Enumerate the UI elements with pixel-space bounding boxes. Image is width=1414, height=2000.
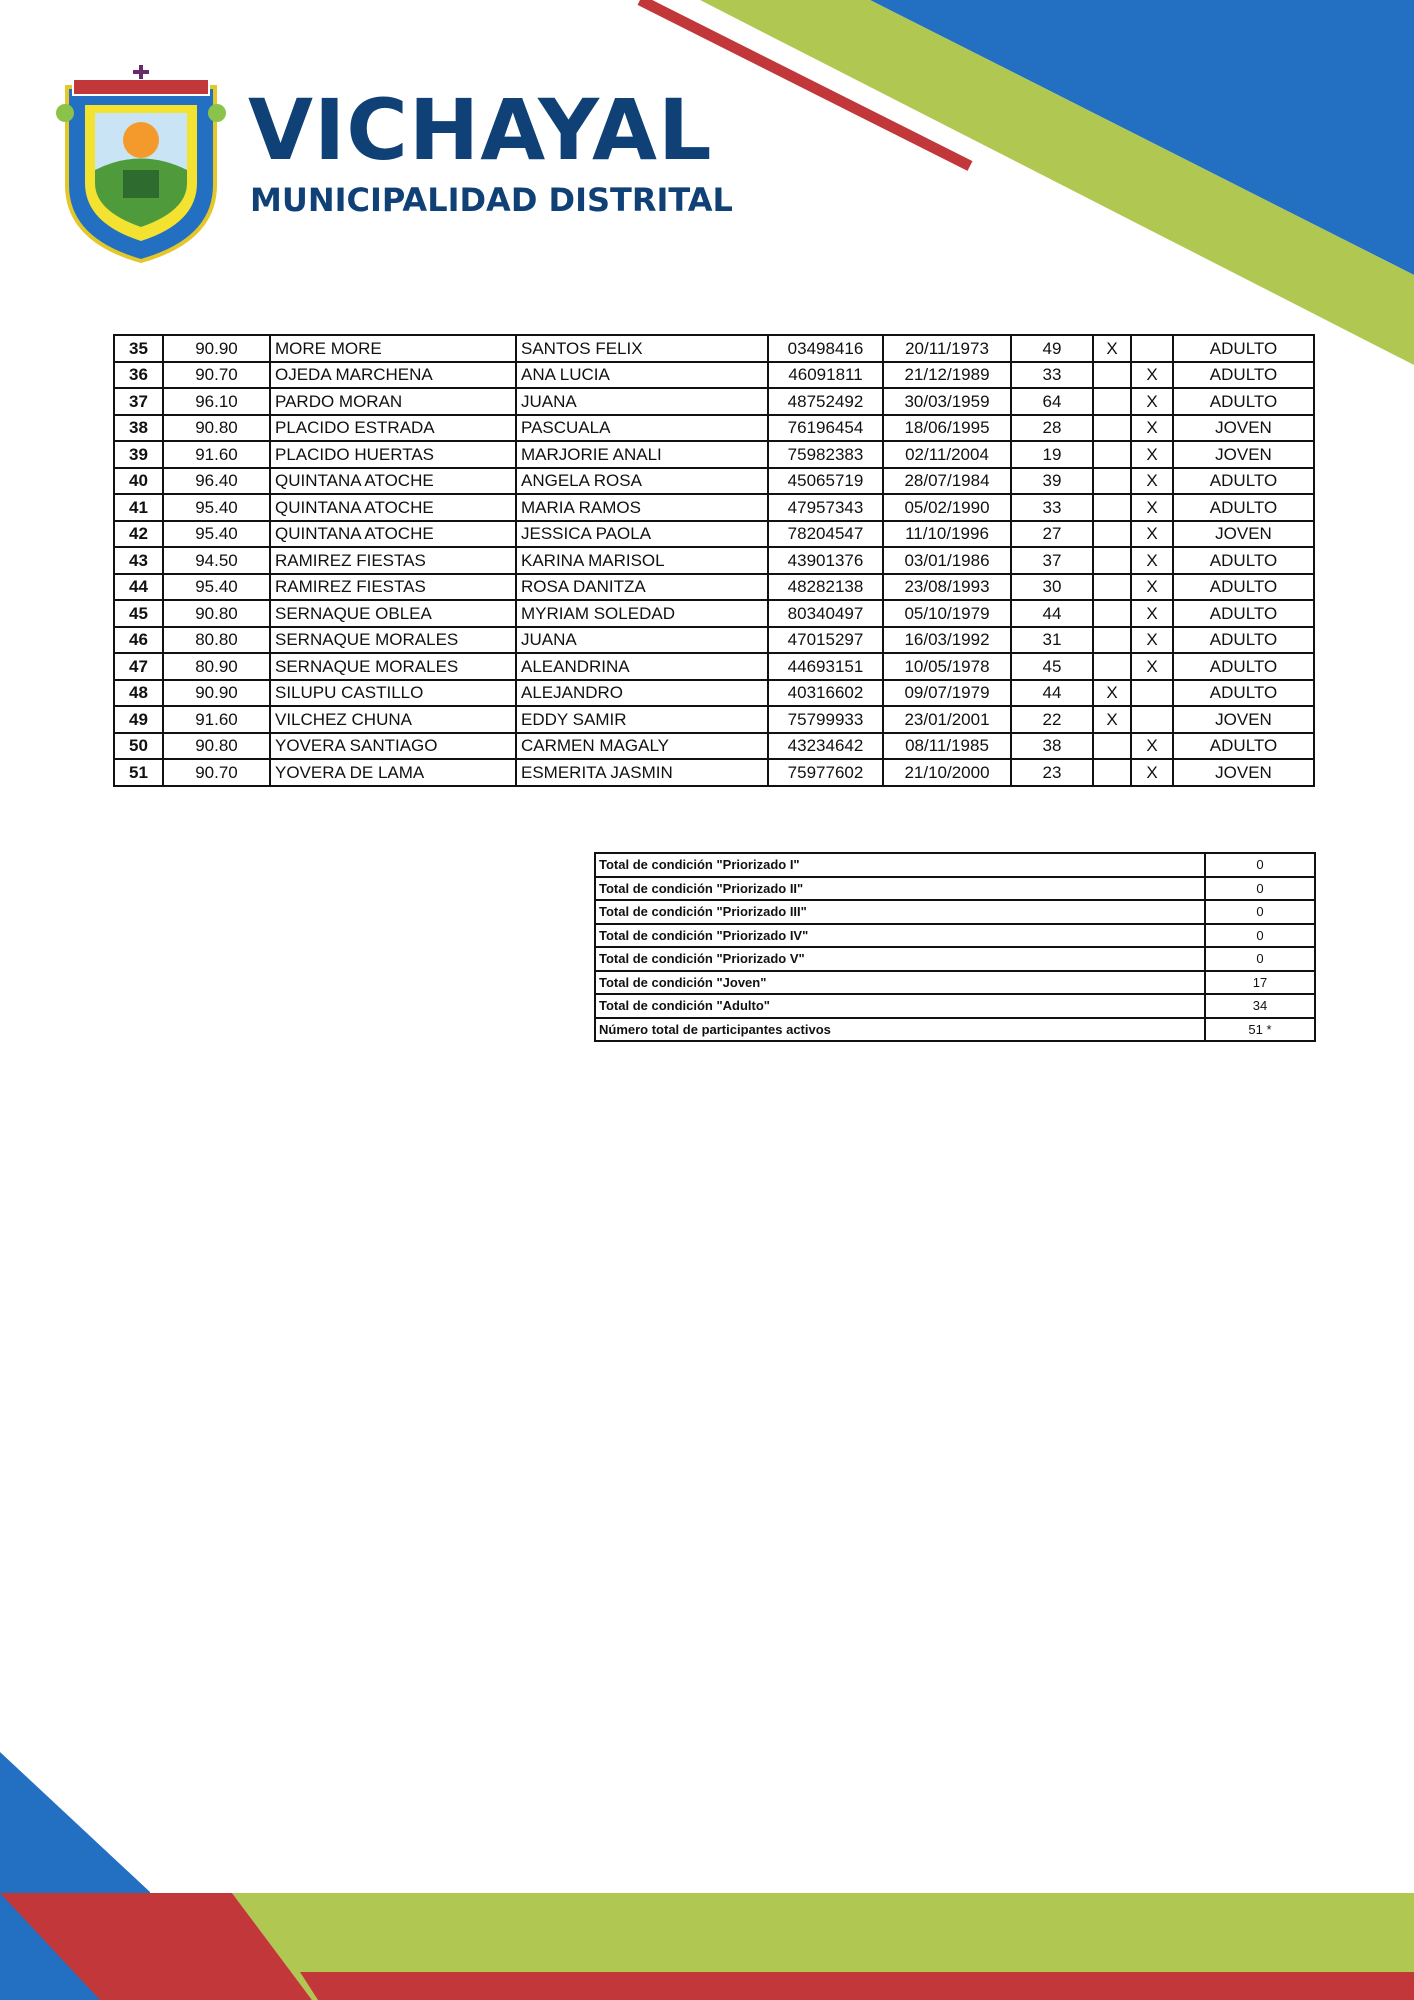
row-male-mark — [1093, 468, 1131, 495]
row-male-mark — [1093, 574, 1131, 601]
row-condition: ADULTO — [1173, 653, 1314, 680]
row-age: 22 — [1011, 706, 1093, 733]
row-condition: ADULTO — [1173, 388, 1314, 415]
table-row — [114, 547, 1314, 574]
row-male-mark — [1093, 600, 1131, 627]
row-score: 94.50 — [163, 547, 270, 574]
row-score: 90.90 — [163, 680, 270, 707]
summary-label: Total de condición "Joven" — [595, 971, 1205, 995]
row-surname: SERNAQUE OBLEA — [270, 600, 516, 627]
row-female-mark: X — [1131, 653, 1173, 680]
row-dni: 75977602 — [768, 759, 883, 786]
row-condition: ADULTO — [1173, 680, 1314, 707]
row-birthdate: 05/02/1990 — [883, 494, 1011, 521]
row-age: 27 — [1011, 521, 1093, 548]
row-names: KARINA MARISOL — [516, 547, 768, 574]
summary-label: Total de condición "Adulto" — [595, 994, 1205, 1018]
row-female-mark: X — [1131, 759, 1173, 786]
row-surname: PLACIDO ESTRADA — [270, 415, 516, 442]
row-number: 47 — [114, 653, 163, 680]
summary-value: 0 — [1205, 924, 1315, 948]
summary-row — [595, 1018, 1315, 1042]
row-age: 44 — [1011, 600, 1093, 627]
table-row — [114, 627, 1314, 654]
row-score: 96.10 — [163, 388, 270, 415]
row-female-mark: X — [1131, 574, 1173, 601]
row-female-mark: X — [1131, 468, 1173, 495]
summary-value: 0 — [1205, 900, 1315, 924]
table-row — [114, 335, 1314, 362]
row-dni: 47957343 — [768, 494, 883, 521]
row-birthdate: 23/01/2001 — [883, 706, 1011, 733]
row-condition: ADULTO — [1173, 335, 1314, 362]
row-dni: 48752492 — [768, 388, 883, 415]
row-score: 90.70 — [163, 362, 270, 389]
row-dni: 46091811 — [768, 362, 883, 389]
table-row — [114, 388, 1314, 415]
row-female-mark: X — [1131, 441, 1173, 468]
row-names: ANGELA ROSA — [516, 468, 768, 495]
row-surname: PLACIDO HUERTAS — [270, 441, 516, 468]
row-male-mark: X — [1093, 680, 1131, 707]
row-score: 96.40 — [163, 468, 270, 495]
row-names: ALEJANDRO — [516, 680, 768, 707]
row-score: 95.40 — [163, 521, 270, 548]
row-birthdate: 02/11/2004 — [883, 441, 1011, 468]
row-male-mark — [1093, 388, 1131, 415]
row-names: ROSA DANITZA — [516, 574, 768, 601]
row-male-mark — [1093, 653, 1131, 680]
row-names: MARIA RAMOS — [516, 494, 768, 521]
row-condition: ADULTO — [1173, 733, 1314, 760]
row-dni: 03498416 — [768, 335, 883, 362]
brand-title: VICHAYAL — [248, 81, 713, 179]
row-birthdate: 11/10/1996 — [883, 521, 1011, 548]
row-score: 90.80 — [163, 415, 270, 442]
row-male-mark — [1093, 733, 1131, 760]
summary-table — [594, 852, 1316, 1042]
row-surname: SERNAQUE MORALES — [270, 653, 516, 680]
row-condition: ADULTO — [1173, 627, 1314, 654]
table-row — [114, 706, 1314, 733]
row-condition: JOVEN — [1173, 441, 1314, 468]
row-dni: 80340497 — [768, 600, 883, 627]
table-row — [114, 468, 1314, 495]
summary-label: Total de condición "Priorizado I" — [595, 853, 1205, 877]
row-surname: RAMIREZ FIESTAS — [270, 574, 516, 601]
row-male-mark — [1093, 415, 1131, 442]
row-dni: 44693151 — [768, 653, 883, 680]
row-surname: MORE MORE — [270, 335, 516, 362]
summary-value: 0 — [1205, 877, 1315, 901]
row-names: JUANA — [516, 388, 768, 415]
row-age: 38 — [1011, 733, 1093, 760]
participants-table — [113, 334, 1315, 787]
row-names: MARJORIE ANALI — [516, 441, 768, 468]
row-condition: ADULTO — [1173, 362, 1314, 389]
summary-row — [595, 971, 1315, 995]
table-row — [114, 521, 1314, 548]
row-male-mark: X — [1093, 335, 1131, 362]
table-row — [114, 759, 1314, 786]
summary-value: 34 — [1205, 994, 1315, 1018]
row-age: 44 — [1011, 680, 1093, 707]
row-score: 80.90 — [163, 653, 270, 680]
row-dni: 45065719 — [768, 468, 883, 495]
row-score: 90.70 — [163, 759, 270, 786]
row-female-mark: X — [1131, 388, 1173, 415]
summary-label: Total de condición "Priorizado II" — [595, 877, 1205, 901]
row-dni: 76196454 — [768, 415, 883, 442]
summary-row — [595, 994, 1315, 1018]
row-male-mark — [1093, 521, 1131, 548]
summary-value: 0 — [1205, 853, 1315, 877]
row-condition: ADULTO — [1173, 600, 1314, 627]
row-names: MYRIAM SOLEDAD — [516, 600, 768, 627]
row-number: 40 — [114, 468, 163, 495]
row-age: 49 — [1011, 335, 1093, 362]
row-dni: 47015297 — [768, 627, 883, 654]
row-female-mark: X — [1131, 415, 1173, 442]
row-number: 36 — [114, 362, 163, 389]
row-names: ANA LUCIA — [516, 362, 768, 389]
row-names: EDDY SAMIR — [516, 706, 768, 733]
row-number: 42 — [114, 521, 163, 548]
table-row — [114, 680, 1314, 707]
row-dni: 75982383 — [768, 441, 883, 468]
row-number: 37 — [114, 388, 163, 415]
row-score: 90.80 — [163, 600, 270, 627]
row-surname: QUINTANA ATOCHE — [270, 521, 516, 548]
bottom-right-red-band — [300, 1972, 1414, 2000]
row-condition: ADULTO — [1173, 547, 1314, 574]
summary-row — [595, 853, 1315, 877]
summary-row — [595, 947, 1315, 971]
row-age: 19 — [1011, 441, 1093, 468]
row-number: 44 — [114, 574, 163, 601]
row-female-mark: X — [1131, 494, 1173, 521]
row-birthdate: 30/03/1959 — [883, 388, 1011, 415]
row-surname: QUINTANA ATOCHE — [270, 468, 516, 495]
row-score: 90.90 — [163, 335, 270, 362]
row-score: 95.40 — [163, 574, 270, 601]
table-row — [114, 441, 1314, 468]
row-age: 23 — [1011, 759, 1093, 786]
table-row — [114, 574, 1314, 601]
row-female-mark: X — [1131, 627, 1173, 654]
row-dni: 78204547 — [768, 521, 883, 548]
row-age: 37 — [1011, 547, 1093, 574]
row-surname: RAMIREZ FIESTAS — [270, 547, 516, 574]
row-condition: JOVEN — [1173, 415, 1314, 442]
row-condition: ADULTO — [1173, 574, 1314, 601]
row-surname: YOVERA SANTIAGO — [270, 733, 516, 760]
row-score: 91.60 — [163, 706, 270, 733]
row-number: 43 — [114, 547, 163, 574]
row-surname: YOVERA DE LAMA — [270, 759, 516, 786]
row-condition: ADULTO — [1173, 468, 1314, 495]
row-female-mark — [1131, 706, 1173, 733]
table-row — [114, 733, 1314, 760]
row-names: JESSICA PAOLA — [516, 521, 768, 548]
row-surname: QUINTANA ATOCHE — [270, 494, 516, 521]
summary-label: Número total de participantes activos — [595, 1018, 1205, 1042]
row-number: 50 — [114, 733, 163, 760]
row-birthdate: 16/03/1992 — [883, 627, 1011, 654]
row-male-mark — [1093, 759, 1131, 786]
row-birthdate: 28/07/1984 — [883, 468, 1011, 495]
row-age: 33 — [1011, 362, 1093, 389]
row-dni: 40316602 — [768, 680, 883, 707]
row-birthdate: 09/07/1979 — [883, 680, 1011, 707]
row-score: 80.80 — [163, 627, 270, 654]
row-number: 51 — [114, 759, 163, 786]
row-age: 28 — [1011, 415, 1093, 442]
summary-label: Total de condición "Priorizado IV" — [595, 924, 1205, 948]
row-female-mark: X — [1131, 521, 1173, 548]
row-age: 30 — [1011, 574, 1093, 601]
row-dni: 48282138 — [768, 574, 883, 601]
row-condition: JOVEN — [1173, 706, 1314, 733]
row-surname: OJEDA MARCHENA — [270, 362, 516, 389]
row-dni: 43234642 — [768, 733, 883, 760]
row-birthdate: 23/08/1993 — [883, 574, 1011, 601]
summary-row — [595, 877, 1315, 901]
summary-row — [595, 924, 1315, 948]
row-names: SANTOS FELIX — [516, 335, 768, 362]
row-score: 95.40 — [163, 494, 270, 521]
row-female-mark: X — [1131, 600, 1173, 627]
row-male-mark — [1093, 441, 1131, 468]
row-names: JUANA — [516, 627, 768, 654]
row-number: 35 — [114, 335, 163, 362]
row-number: 45 — [114, 600, 163, 627]
row-female-mark: X — [1131, 547, 1173, 574]
row-age: 31 — [1011, 627, 1093, 654]
row-condition: ADULTO — [1173, 494, 1314, 521]
summary-value: 0 — [1205, 947, 1315, 971]
crest-logo — [55, 65, 227, 265]
row-surname: PARDO MORAN — [270, 388, 516, 415]
row-number: 46 — [114, 627, 163, 654]
row-birthdate: 21/10/2000 — [883, 759, 1011, 786]
row-age: 64 — [1011, 388, 1093, 415]
row-surname: VILCHEZ CHUNA — [270, 706, 516, 733]
row-birthdate: 05/10/1979 — [883, 600, 1011, 627]
summary-label: Total de condición "Priorizado V" — [595, 947, 1205, 971]
brand-subtitle: MUNICIPALIDAD DISTRITAL — [250, 181, 733, 219]
row-female-mark: X — [1131, 362, 1173, 389]
row-number: 39 — [114, 441, 163, 468]
row-male-mark: X — [1093, 706, 1131, 733]
row-number: 38 — [114, 415, 163, 442]
row-score: 91.60 — [163, 441, 270, 468]
row-male-mark — [1093, 547, 1131, 574]
row-birthdate: 08/11/1985 — [883, 733, 1011, 760]
row-surname: SILUPU CASTILLO — [270, 680, 516, 707]
row-number: 41 — [114, 494, 163, 521]
summary-value: 51 * — [1205, 1018, 1315, 1042]
row-male-mark — [1093, 362, 1131, 389]
table-row — [114, 653, 1314, 680]
row-female-mark: X — [1131, 733, 1173, 760]
row-condition: JOVEN — [1173, 521, 1314, 548]
row-female-mark — [1131, 680, 1173, 707]
row-birthdate: 18/06/1995 — [883, 415, 1011, 442]
row-number: 48 — [114, 680, 163, 707]
row-age: 45 — [1011, 653, 1093, 680]
row-names: PASCUALA — [516, 415, 768, 442]
row-number: 49 — [114, 706, 163, 733]
summary-label: Total de condición "Priorizado III" — [595, 900, 1205, 924]
summary-body — [595, 853, 1315, 1041]
row-birthdate: 10/05/1978 — [883, 653, 1011, 680]
row-age: 33 — [1011, 494, 1093, 521]
row-age: 39 — [1011, 468, 1093, 495]
row-female-mark — [1131, 335, 1173, 362]
row-condition: JOVEN — [1173, 759, 1314, 786]
row-male-mark — [1093, 627, 1131, 654]
participants-body — [114, 335, 1314, 786]
row-surname: SERNAQUE MORALES — [270, 627, 516, 654]
row-birthdate: 20/11/1973 — [883, 335, 1011, 362]
row-dni: 43901376 — [768, 547, 883, 574]
table-row — [114, 362, 1314, 389]
row-dni: 75799933 — [768, 706, 883, 733]
summary-value: 17 — [1205, 971, 1315, 995]
row-names: CARMEN MAGALY — [516, 733, 768, 760]
row-names: ESMERITA JASMIN — [516, 759, 768, 786]
table-row — [114, 494, 1314, 521]
table-row — [114, 600, 1314, 627]
summary-row — [595, 900, 1315, 924]
row-birthdate: 03/01/1986 — [883, 547, 1011, 574]
row-birthdate: 21/12/1989 — [883, 362, 1011, 389]
row-male-mark — [1093, 494, 1131, 521]
row-score: 90.80 — [163, 733, 270, 760]
table-row — [114, 415, 1314, 442]
row-names: ALEANDRINA — [516, 653, 768, 680]
